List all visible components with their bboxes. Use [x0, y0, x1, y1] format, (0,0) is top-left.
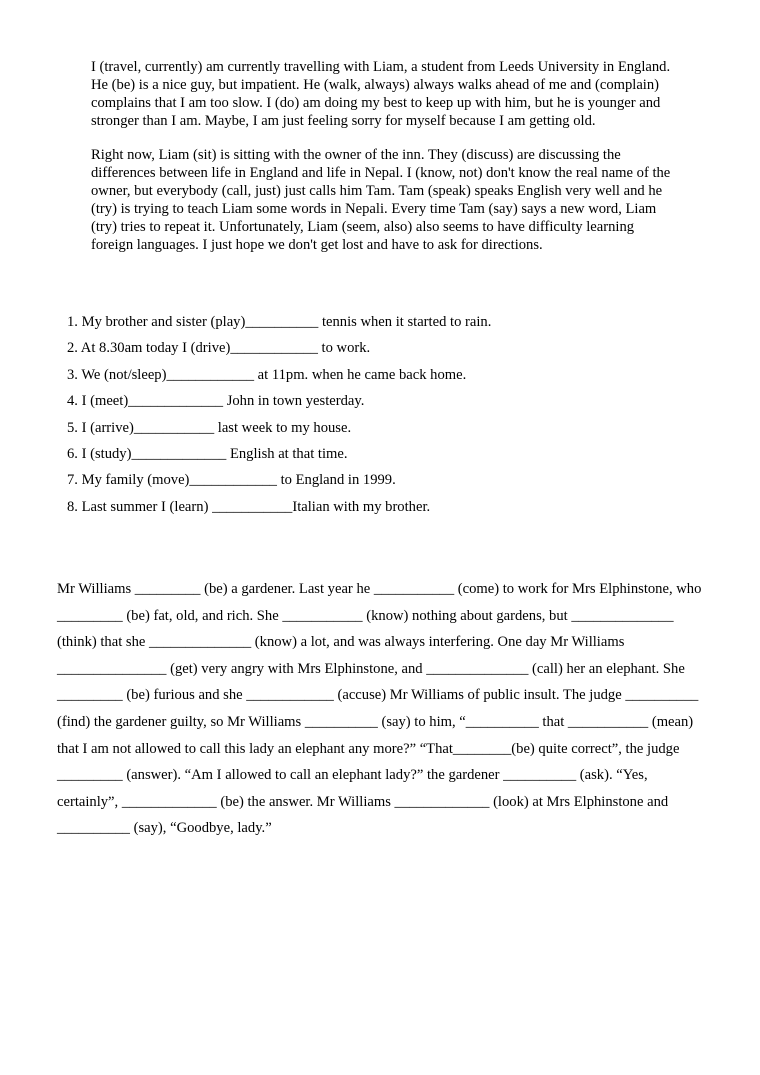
- passage-paragraph-2: Right now, Liam (sit) is sitting with the owner of the inn. They (discuss) are discussing the differences between life in England and life in Nepal. I (know, not) don't know the real name of the owner, but everybody (call, just) just calls him Tam. Tam (speak) speaks English very well and he (try) is trying to teach Liam some words in Nepali. Every time Tam (say) says a new word, Liam (try) tries to repeat it. Unfortunately, Liam (seem, also) also seems to have difficulty learning foreign languages. I just hope we don't get lost and have to ask for directions.: [91, 147, 671, 253]
- exercise-item: 1. My brother and sister (play)__________ tennis when it started to rain.: [67, 314, 492, 330]
- exercise-item: 4. I (meet)_____________ John in town yesterday.: [67, 393, 365, 410]
- passage-paragraph-1: I (travel, currently) am currently travelling with Liam, a student from Leeds University in England. He (be) is a nice guy, but impatient. He (walk, always) always walks ahead of me and (complain) complains that I am too slow. I (do) am doing my best to keep up with him, but he is younger and stronger than I am. Maybe, I am just feeling sorry for myself because I am getting old.: [91, 59, 671, 129]
- reading-passage: [91, 58, 671, 270]
- exercise-item: 6. I (study)_____________ English at that time.: [67, 445, 348, 462]
- exercise-item: 8. Last summer I (learn) ___________Italian with my brother.: [67, 498, 431, 515]
- gap-fill-story: Mr Williams _________ (be) a gardener. Last year he ___________ (come) to work for Mrs Elphinstone, who _________ (be) fat, old, and rich. She ___________ (know) nothing about gardens, but ______________ (think) that she ______________ (know) a lot, and was always interfering. One day Mr Williams _______________ (get) very angry with Mrs Elphinstone, and ______________ (call) her an elephant. She _________ (be) furious and she ____________ (accuse) Mr Williams of public insult. The judge __________ (find) the gardener guilty, so Mr Williams __________ (say) to him, “__________ that ___________ (mean) that I am not allowed to call this lady an elephant any more?” “That________(be) quite correct”, the judge _________ (answer). “Am I allowed to call an elephant lady?” the gardener __________ (ask). “Yes, certainly”, _____________ (be) the answer. Mr Williams _____________ (look) at Mrs Elphinstone and __________ (say), “Goodbye, lady.”: [57, 581, 702, 837]
- exercise-item: 2. At 8.30am today I (drive)____________ to work.: [67, 340, 371, 357]
- exercise-item: 5. I (arrive)___________ last week to my house.: [67, 419, 352, 436]
- exercise-item: 7. My family (move)____________ to England in 1999.: [67, 472, 396, 489]
- exercise-item: 3. We (not/sleep)____________ at 11pm. when he came back home.: [67, 366, 467, 383]
- exercise-list: [67, 313, 667, 524]
